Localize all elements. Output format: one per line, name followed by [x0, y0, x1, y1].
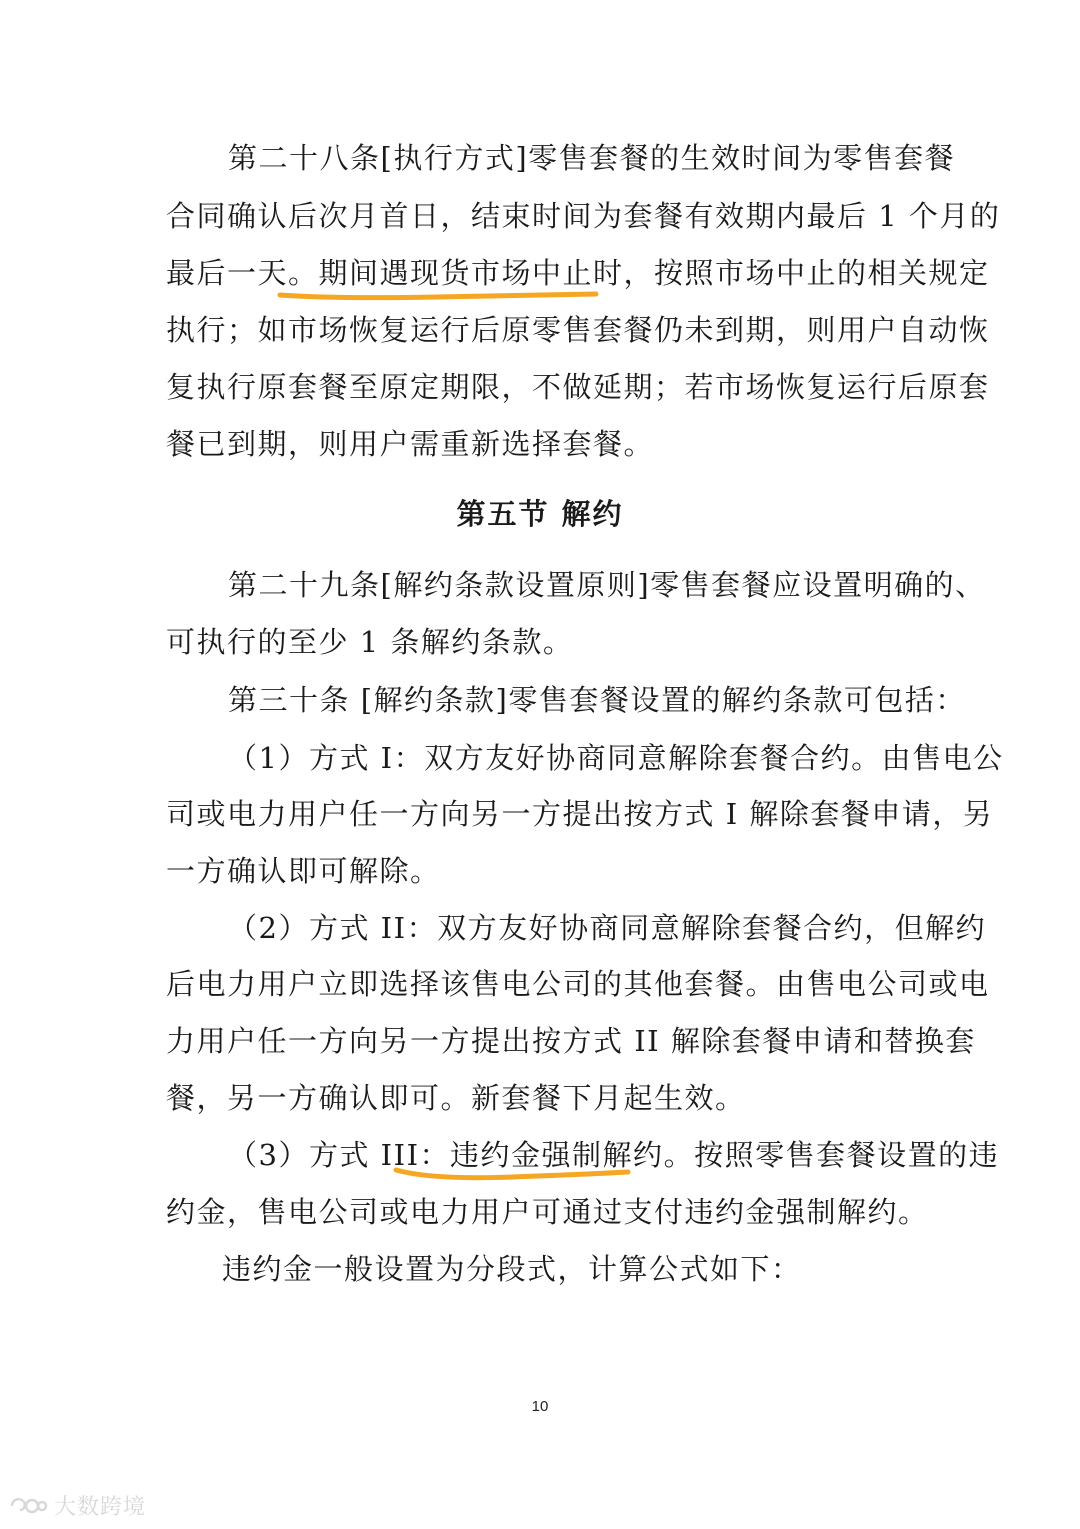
article-28-line-3-after: ，按照市场中止的相关规定	[623, 256, 990, 290]
article-29-line-2: 可执行的至少 1 条解约条款。	[166, 625, 574, 659]
highlighted-text: 违约金强制解约	[450, 1138, 664, 1172]
highlighted-text: 期间遇现货市场中止时	[318, 256, 624, 290]
article-30-item1-line-1: （1）方式 I：双方友好协商同意解除套餐合约。由售电公	[228, 741, 1004, 775]
watermark-text: 大数跨境	[54, 1495, 147, 1520]
watermark	[8, 1490, 146, 1521]
article-28-line-2: 合同确认后次月首日，结束时间为套餐有效期内最后 1 个月的	[166, 199, 1001, 233]
article-28-line-5: 复执行原套餐至原定期限，不做延期；若市场恢复运行后原套	[166, 370, 990, 404]
section-heading: 第五节 解约	[456, 497, 624, 531]
article-29-line-1: 第二十九条[解约条款设置原则]零售套餐应设置明确的、	[228, 568, 986, 602]
article-30-item2-line-3: 力用户任一方向另一方提出按方式 II 解除套餐申请和替换套	[166, 1024, 976, 1058]
page-number: 10	[531, 1398, 549, 1415]
article-30-intro: 第三十条 [解约条款]零售套餐设置的解约条款可包括：	[228, 683, 966, 717]
article-30-item1-line-2: 司或电力用户任一方向另一方提出按方式 I 解除套餐申请，另	[166, 797, 994, 831]
article-28-line-4: 执行；如市场恢复运行后原零售套餐仍未到期，则用户自动恢	[166, 313, 990, 347]
article-28-line-6: 餐已到期，则用户需重新选择套餐。	[166, 427, 655, 461]
article-28-line-1: 第二十八条[执行方式]零售套餐的生效时间为零售套餐	[228, 141, 956, 175]
article-28-line-3-before: 最后一天。	[166, 256, 319, 290]
article-30-item3-line-2: 约金，售电公司或电力用户可通过支付违约金强制解约。	[166, 1195, 929, 1229]
article-30-item3-before: （3）方式 III：	[228, 1138, 451, 1172]
article-30-item2-line-4: 餐，另一方确认即可。新套餐下月起生效。	[166, 1081, 746, 1115]
formula-intro: 违约金一般设置为分段式，计算公式如下：	[222, 1252, 802, 1286]
article-30-item3-line-1	[228, 1135, 1000, 1175]
article-30-item3-after: 。按照零售套餐设置的违	[663, 1138, 1000, 1172]
article-30-item1-line-3: 一方确认即可解除。	[166, 854, 441, 888]
article-30-item2-line-2: 后电力用户立即选择该售电公司的其他套餐。由售电公司或电	[166, 967, 990, 1001]
article-30-item2-line-1: （2）方式 II：双方友好协商同意解除套餐合约，但解约	[228, 911, 987, 945]
article-28-line-3	[166, 253, 990, 293]
watermark-logo-icon	[8, 1494, 48, 1518]
